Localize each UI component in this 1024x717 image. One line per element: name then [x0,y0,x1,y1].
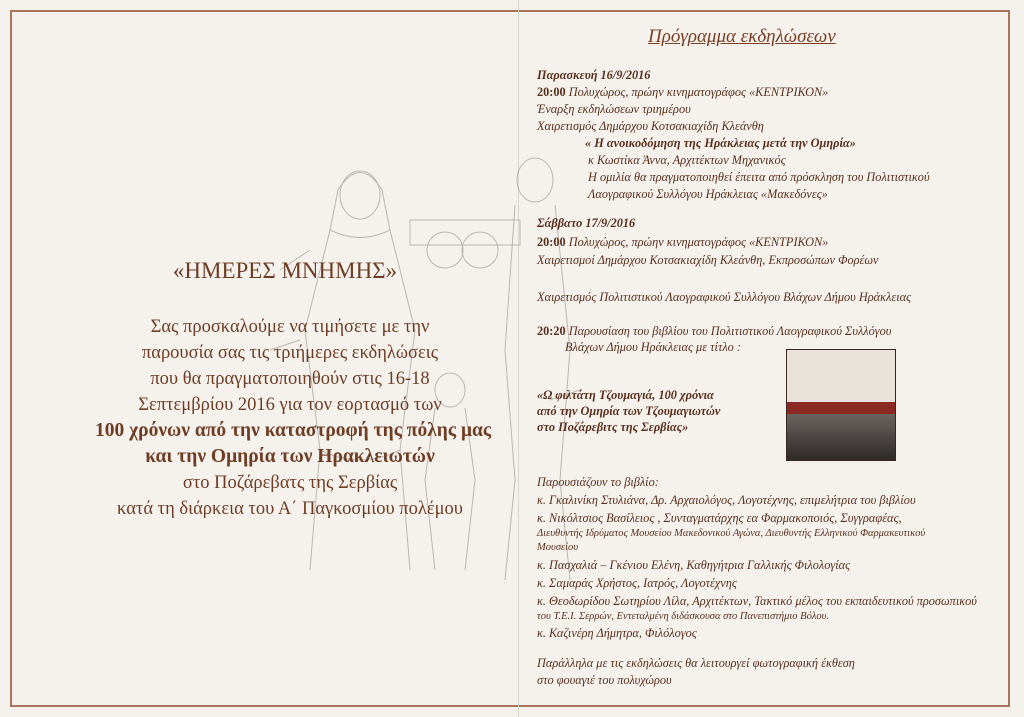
day2-time: 20:00 [537,235,566,249]
day2-venue: Πολυχώρος, πρώην κινηματογράφος «ΚΕΝΤΡΙΚΟΝ» [565,235,829,249]
day1-date: Παρασκευή 16/9/2016 [537,68,651,82]
presenter-item: κ. Σαμαράς Χρήστος, Ιατρός, Λογοτέχνης [537,576,737,590]
presenter-detail: Διευθυντής Ιδρύματος Μουσείου Μακεδονικού Αγώνα, Διευθυντής Ελληνικού Φαρμακευτικού [537,528,926,539]
event-title: «ΗΜΕΡΕΣ ΜΝΗΜΗΣ» [172,258,398,283]
invitation-text [95,314,492,522]
invite-bold-line: 100 χρόνων από την καταστροφή της πόλης μας [95,420,492,441]
invite-line: στο Ποζάρεβατς της Σερβίας [182,473,398,493]
day1-time: 20:00 [537,85,566,99]
day1-line: Έναρξη εκδηλώσεων τριημέρου [537,102,691,116]
invite-line: που θα πραγματοποιηθούν στις 16-18 [150,369,430,389]
day1-venue: Πολυχώρος, πρώην κινηματογράφος «ΚΕΝΤΡΙΚΟΝ» [565,85,829,99]
day1-line: Χαιρετισμός Δημάρχου Κοτσακιαχίδη Κλεάνθη [537,119,764,133]
day2-line: Χαιρετισμός Πολιτιστικού Λαογραφικού Συλλόγου Βλάχων Δήμου Ηράκλειας [537,290,912,304]
day2-time2: 20:20 [537,324,566,338]
presenter-item: κ. Πασχαλιά – Γκένιου Ελένη, Καθηγήτρια Γαλλικής Φιλολογίας [537,558,851,572]
day2-line: Χαιρετισμοί Δημάρχου Κοτσακιαχίδη Κλεάνθη, Εκπροσώπων Φορέων [537,253,879,267]
book-cover-band [787,402,895,414]
day1-note: Λαογραφικού Συλλόγου Ηράκλειας «Μακεδόνες» [588,187,828,201]
day1-venue-line [537,85,828,100]
presenter-detail: του Τ.Ε.Ι. Σερρών, Εντεταλμένη διδάσκουσα στο Πανεπιστήμιο Βόλου. [537,611,830,622]
program-title: Πρόγραμμα εκδηλώσεων [648,26,836,47]
day1-note: Η ομιλία θα πραγματοποιηθεί έπειτα από πρόσκληση του Πολιτιστικού [588,170,930,184]
invite-bold-line: και την Ομηρία των Ηρακλειωτών [145,446,435,467]
presenter-item: κ. Νικόλτσιος Βασίλειος , Συνταγματάρχης εα Φαρμακοποιός, Συγγραφέας, [537,511,902,525]
presenters-intro: Παρουσιάζουν το βιβλίο: [537,475,659,489]
day2-pres1: Παρουσίαση του βιβλίου του Πολιτιστικού Λαογραφικού Συλλόγου [565,324,892,338]
invite-line: Σας προσκαλούμε να τιμήσετε με την [150,317,430,337]
day2-pres2: Βλάχων Δήμου Ηράκλειας με τίτλο : [565,340,741,354]
day1-talk-title: « Η ανοικοδόμηση της Ηράκλειας μετά την Ομηρία» [585,136,856,150]
book-title-line: στο Ποζάρεβιτς της Σερβίας» [537,420,689,434]
closing-line: στο φουαγιέ του πολυχώρου [537,673,672,687]
invite-line: παρουσία σας τις τριήμερες εκδηλώσεις [141,343,439,363]
day2-venue-line [537,235,828,250]
presenter-detail: Μουσείου [537,542,579,553]
presenter-item: κ. Γκαλινίκη Στυλιάνα, Δρ. Αρχαιολόγος, Λογοτέχνης, επιμελήτρια του βιβλίου [537,493,916,507]
book-title-line: από την Ομηρία των Τζουμαγιωτών [537,404,721,418]
book-title-line: «Ω φιλτάτη Τζουμαγιά, 100 χρόνια [537,388,714,402]
book-cover-image [786,349,896,461]
book-cover-illustration [787,350,895,402]
day1-speaker: κ Κωστίκα Άννα, Αρχιτέκτων Μηχανικός [588,153,786,167]
day2-presentation [537,324,891,339]
invite-line: Σεπτεμβρίου 2016 για τον εορτασμό των [138,395,442,415]
presenter-item: κ. Θεοδωρίδου Σωτηρίου Λίλα, Αρχιτέκτων, Τακτικό μέλος του εκπαιδευτικού προσωπικού [537,594,977,608]
invite-line: κατά τη διάρκεια του Α΄ Παγκοσμίου πολέμου [117,499,463,519]
presenter-item: κ. Καζινέρη Δήμητρα, Φιλόλογος [537,626,697,640]
day2-date: Σάββατο 17/9/2016 [537,216,636,230]
closing-line: Παράλληλα με τις εκδηλώσεις θα λειτουργεί φωτογραφική έκθεση [537,656,855,670]
book-cover-photo [787,414,895,460]
